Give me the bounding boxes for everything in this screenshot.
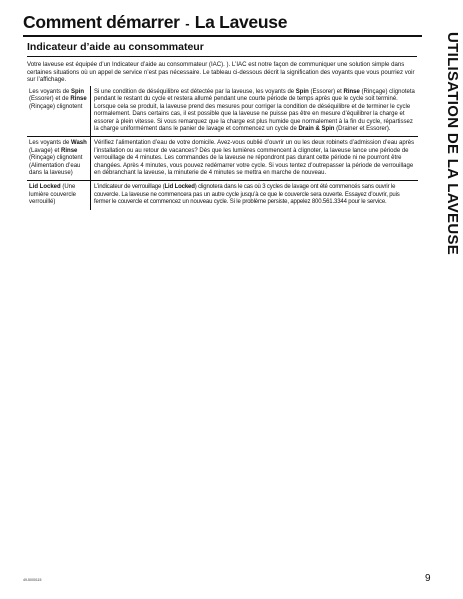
text-run: ) clignotera dans le cas où 3 cycles de lavage ont été commencés sans ouvrir le couvercle. La laveuse ne commencera pas un autre cycle jusqu’à ce que le couvercle sera ouverte. Essayez d’ouvrir, puis fermer le couvercle et commencez un nouveau cycle. Si le problème persiste, appelez 800.561.3344 pour le service. <box>94 184 400 206</box>
side-tab <box>441 20 463 268</box>
meaning-cell <box>91 137 419 181</box>
title-rule <box>23 35 422 37</box>
intro-paragraph: Votre laveuse est équipée d’un Indicateur d’aide au consommateur (IAC). ). L’IAC est notre façon de communiquer une solution simple dans certaines situations où un appel de service n’est pas nécessaire. Le tableau ci-dessous décrit la signification des voyants que vous pourriez voir sur l’affichage. <box>27 61 415 84</box>
bold-term: Spin <box>295 89 309 95</box>
text-run: (Lavage) et <box>29 147 62 154</box>
text-run: Vérifiez l’alimentation d’eau de votre domicile. Avez-vous oublié d’ouvrir un ou les deux robinets d’admission d’eau après l’installation ou au retour de vacances? Dès que les lumières commencent à clignoter, la laveuse lance une période de verrouillage de 4 minutes. Les commandes de la laveuse ne répondront pas durant cette période ni ne pourront être changées. Après 4 minutes, vous pouvez redémarrer votre cycle. Si vous tentez d’outrepasser la période de verrouillage en débranchant la laveuse, la minuterie de 4 minutes se mettra en marche de nouveau. <box>94 140 415 177</box>
table-row <box>27 181 418 210</box>
bold-term: Rinse <box>70 96 87 103</box>
table-row <box>27 86 418 137</box>
bold-term: Rinse <box>61 147 78 154</box>
bold-term: Drain & Spin <box>298 126 335 133</box>
text-run: (Rinçage) clignotent (Alimentation d’eau dans la laveuse) <box>29 155 83 177</box>
page-title-sub: La Laveuse <box>194 12 288 32</box>
indicator-cell <box>27 86 91 137</box>
text-run: (Essorer) et de <box>29 96 71 103</box>
text-run: (Rinçage) clignotent <box>29 103 83 110</box>
iac-table <box>27 86 418 210</box>
text-run: Si une condition de déséquilibre est détectée par la laveuse, les voyants de <box>94 89 296 95</box>
indicator-cell <box>27 181 91 210</box>
text-run: Les voyants de <box>29 89 72 95</box>
page-title <box>23 12 423 34</box>
meaning-cell <box>91 181 419 210</box>
text-run: (Drainer et Essorer). <box>334 126 391 133</box>
text-run: (Essorer) et <box>308 89 344 95</box>
text-run: (Rinçage) clignoteta pendant le restant du cycle et restera allumé pendant une courte période de temps après que le cycle soit terminé. Lorsque cela se produit, la laveuse prend des mesures pour corriger la condition de déséquilibre et de terminer le cycle normalement. Dans certains cas, il est possible que la laveuse ne puisse pas être en mesure d’équilibrer la charge et essorer à plein vitesse. Si vous remarquez que la charge est plus humide que normalement à la fin du cycle, répartissez la charge uniformément dans le panier de lavage et commencez un cycle de <box>94 89 415 133</box>
page-number: 9 <box>425 573 431 584</box>
table-row <box>27 137 418 181</box>
bold-term: Rinse <box>343 89 360 95</box>
text-run: Les voyants de <box>29 140 72 147</box>
text-run: (Une lumière couvercle verrouillé) <box>29 184 77 206</box>
section-rule <box>27 56 417 57</box>
bold-term: Wash <box>71 140 87 147</box>
bold-term: Lid Locked <box>29 184 61 191</box>
bold-term: Lid Locked <box>164 184 195 191</box>
text-run: L’indicateur de verrouillage ( <box>94 184 165 191</box>
page-title-separator: - <box>185 16 190 31</box>
footer-code: 49-5000115 <box>23 578 42 582</box>
side-tab-label: UTILISATION DE LA LAVEUSE <box>444 32 461 256</box>
section-title: Indicateur d’aide au consommateur <box>27 41 204 53</box>
indicator-cell <box>27 137 91 181</box>
meaning-cell <box>91 86 419 137</box>
page-title-main: Comment démarrer <box>23 12 180 32</box>
bold-term: Spin <box>71 89 85 95</box>
